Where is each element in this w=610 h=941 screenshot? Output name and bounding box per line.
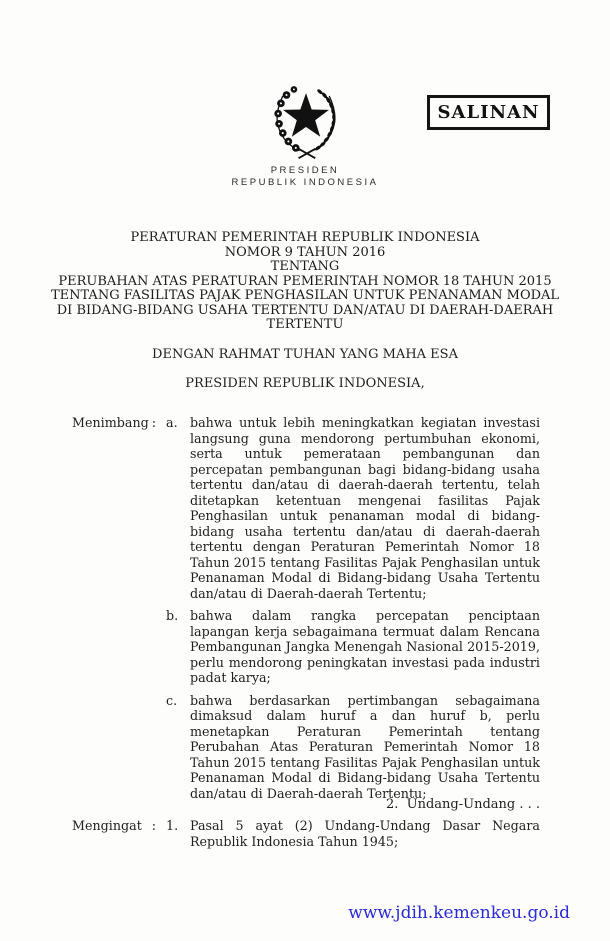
considering-label-text: Menimbang — [72, 415, 149, 430]
letterhead — [0, 165, 610, 188]
motto-line: DENGAN RAHMAT TUHAN YANG MAHA ESA — [152, 347, 458, 362]
legal-basis-colon: : — [151, 818, 156, 833]
letterhead-republik-indonesia: REPUBLIK INDONESIA — [231, 176, 379, 188]
considering-items — [166, 415, 540, 808]
legal-basis-item-1 — [166, 818, 540, 849]
legal-basis-label-text: Mengingat — [72, 818, 142, 833]
title-line: TENTANG — [270, 259, 340, 274]
considering-colon: : — [151, 415, 156, 430]
title-line: TENTANG FASILITAS PAJAK PENGHASILAN UNTUK PENANAMAN MODAL — [50, 288, 560, 303]
letterhead-presiden: PRESIDEN — [270, 165, 340, 176]
title-line: PERUBAHAN ATAS PERATURAN PEMERINTAH NOMOR 18 TAHUN 2015 — [58, 273, 552, 289]
considering-item-b — [166, 608, 540, 686]
title-line: TERTENTU — [266, 317, 344, 332]
salinan-stamp — [427, 95, 550, 130]
title-line: NOMOR 9 TAHUN 2016 — [224, 244, 386, 260]
considering-item-c — [166, 693, 540, 802]
item-text: bahwa dalam rangka percepatan penciptaan lapangan kerja sebagaimana termuat dalam Rencana Pembangunan Jangka Menengah Nasional 2015-2019, perlu mendorong peningkatan investasi pada industri padat karya; — [190, 608, 540, 685]
item-text: bahwa berdasarkan pertimbangan sebagaimana dimaksud dalam huruf a dan huruf b, perlu menetapkan Peraturan Pemerintah tentang Perubahan Atas Peraturan Pemerintah Nomor 18 Tahun 2015 tentang Fasilitas Pajak Penghasilan untuk Penanaman Modal di Bidang-bidang Usaha Tertentu dan/atau di Daerah-daerah Tertentu; — [190, 692, 540, 801]
salinan-stamp-label: SALINAN — [437, 102, 540, 123]
title-line: DI BIDANG-BIDANG USAHA TERTENTU DAN/ATAU DI DAERAH-DAERAH — [56, 302, 554, 318]
presidential-star-wreath-emblem-icon — [267, 81, 345, 161]
considering-label — [72, 415, 156, 808]
legal-basis-clause — [72, 818, 540, 856]
considering-item-a — [166, 415, 540, 601]
item-text: Pasal 5 ayat (2) Undang-Undang Dasar Negara Republik Indonesia Tahun 1945; — [190, 818, 540, 849]
item-marker: a. — [166, 415, 178, 430]
regulation-title — [0, 231, 610, 333]
catchword: 2. Undang-Undang . . . — [385, 797, 540, 812]
item-marker: c. — [166, 692, 178, 708]
title-line: PERATURAN PEMERINTAH REPUBLIK INDONESIA — [130, 230, 480, 245]
legal-basis-label — [72, 818, 156, 856]
considering-clause — [72, 415, 540, 808]
item-text: bahwa untuk lebih meningkatkan kegiatan investasi langsung guna mendorong pertumbuhan ekonomi, serta untuk pemerataan pembangunan dan percepatan pembangunan bagi bidang-bidang usaha tertentu dan/atau di daerah-daerah tertentu, telah ditetapkan ketentuan mengenai fasilitas Pajak Penghasilan untuk penanaman modal di bidang-bidang usaha tertentu dan/atau di daerah-daerah tertentu dengan Peraturan Pemerintah Nomor 18 Tahun 2015 tentang Fasilitas Pajak Penghasilan untuk Penanaman Modal di Bidang-bidang Usaha Tertentu dan/atau di Daerah-daerah Tertentu; — [190, 415, 540, 601]
addressee-line: PRESIDEN REPUBLIK INDONESIA, — [185, 376, 425, 391]
footer-website-link[interactable]: www.jdih.kemenkeu.go.id — [348, 903, 570, 923]
item-marker: b. — [166, 608, 179, 623]
item-marker: 1. — [166, 818, 179, 833]
legal-basis-items — [166, 818, 540, 856]
